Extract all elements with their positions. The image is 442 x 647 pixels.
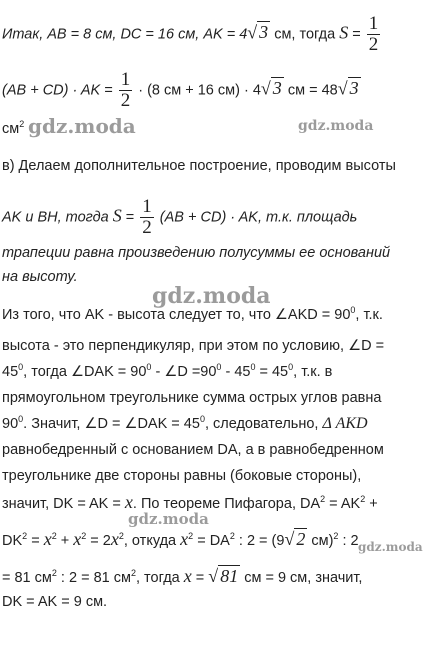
text: значит, DK = AK = [2,496,125,512]
text: см [2,121,20,137]
superscript: 0 [250,362,256,372]
text: = [191,570,209,586]
superscript: 2 [320,494,326,504]
text: (AB + CD) · AK = [2,82,117,99]
text: DK = AK = 9 см. [2,594,108,610]
numerator: 1 [120,69,131,90]
line-2 [2,70,361,111]
text: : 2 = (9 [234,533,285,549]
text: = DA [193,533,230,549]
superscript: 2 [51,531,57,541]
watermark: gdz.moda [358,540,423,554]
triangle-label: Δ AKD [322,415,368,432]
text: , т.к. [355,307,383,323]
sqrt-sign: √ [260,78,271,99]
denominator: 2 [368,34,379,55]
line-7 [2,268,78,286]
text: - 45 [221,364,251,380]
text: = 2 [86,533,111,549]
radicand: 3 [349,78,359,99]
var-x: x [110,529,119,549]
text: 45 [2,364,19,380]
superscript: 0 [18,362,24,372]
text: DK [2,533,23,549]
var-x: x [43,529,52,549]
watermark: gdz.moda [298,118,374,134]
text: = 81 см [2,570,52,586]
text: см = 48 [283,82,338,99]
line-1 [2,14,382,55]
superscript: 2 [130,568,136,578]
text: Итак, AB = 8 см, DC = 16 см, AK = 4 [2,26,248,43]
line-17 [2,567,362,587]
text: 90 [2,416,19,432]
text: высота - это перпендикуляр, при этом по условию, ∠D = [2,338,385,354]
superscript: 2 [188,531,194,541]
denominator: 2 [142,217,152,238]
text: AK и BH, тогда [2,209,113,226]
line-4 [2,157,396,175]
text: , следовательно, [204,416,323,432]
watermark: gdz.moda [128,510,209,528]
superscript: 0 [146,362,152,372]
text: см = 9 см, значит, [240,570,363,586]
text: · (8 см + 16 см) · 4 [134,82,261,99]
superscript: 2 [118,531,124,541]
radicand: 3 [272,78,282,99]
sqrt-sign: √ [208,566,219,586]
text: , тогда ∠DAK = 90 [23,364,147,380]
sqrt-sign: √ [337,78,348,99]
line-5 [2,197,357,238]
superscript: 2 [229,531,235,541]
text: см) [307,533,334,549]
superscript: 2 [22,531,28,541]
text: . По теореме Пифагора, DA [132,496,321,512]
superscript: 2 [333,531,339,541]
text: - ∠D =90 [151,364,217,380]
var-x: x [183,566,192,586]
superscript: 2 [51,568,57,578]
line-11 [2,389,381,407]
line-10 [2,363,332,381]
line-16 [2,530,359,550]
superscript: 2 [81,531,87,541]
line-9 [2,337,384,355]
text: + [56,533,74,549]
superscript: 0 [199,414,205,424]
text: равнобедренный с основанием DA, а в равнобедренном [2,442,384,458]
area-symbol: S [112,205,122,226]
line-3 [2,120,24,138]
text: в) Делаем дополнительное построение, проводим высоты [2,158,396,174]
text: на высоту. [2,269,78,285]
text: см, тогда [270,26,340,43]
area-symbol: S [339,22,349,43]
radicand: 2 [296,529,306,549]
superscript: 0 [18,414,24,424]
var-x: x [124,492,133,512]
line-6 [2,244,390,262]
sqrt-sign: √ [284,529,295,549]
text: + [365,496,378,512]
text: : 2 = 81 см [56,570,131,586]
text: , тогда [135,570,184,586]
superscript: 0 [350,305,356,315]
superscript: 0 [288,362,294,372]
text: . Значит, ∠D = ∠DAK = 45 [23,416,200,432]
text: , откуда [123,533,181,549]
watermark: gdz.moda [28,114,136,138]
superscript: 0 [216,362,222,372]
numerator: 1 [368,13,379,34]
text: = [121,209,139,226]
text: площадь [296,209,358,226]
text: = [348,26,365,43]
line-13 [2,441,384,459]
text: (AB + CD) · AK, т.к. [155,209,297,226]
numerator: 1 [142,196,152,217]
denominator: 2 [120,90,131,111]
fraction-one-half [119,70,133,111]
watermark: gdz.moda [152,283,271,309]
fraction-one-half [367,14,381,55]
text: трапеции равна произведению полусуммы ее оснований [2,245,391,261]
text: : 2 [338,533,359,549]
radicand: 81 [220,566,239,586]
line-14 [2,467,361,485]
var-x: x [73,529,82,549]
superscript: 2 [360,494,366,504]
var-x: x [180,529,189,549]
text: прямоугольном треугольнике сумма острых углов равна [2,390,382,406]
text: = AK [325,496,361,512]
line-12 [2,415,368,433]
text: , т.к. в [293,364,333,380]
sqrt-sign: √ [247,22,258,43]
line-18 [2,593,107,611]
superscript: 2 [19,119,25,129]
text: Из того, что AK - высота следует то, что ∠AKD = 90 [2,307,351,323]
text: = [27,533,44,549]
text: = 45 [255,364,289,380]
radicand: 3 [259,22,269,43]
text: треугольнике две стороны равны (боковые стороны), [2,468,362,484]
fraction-one-half [140,197,154,238]
